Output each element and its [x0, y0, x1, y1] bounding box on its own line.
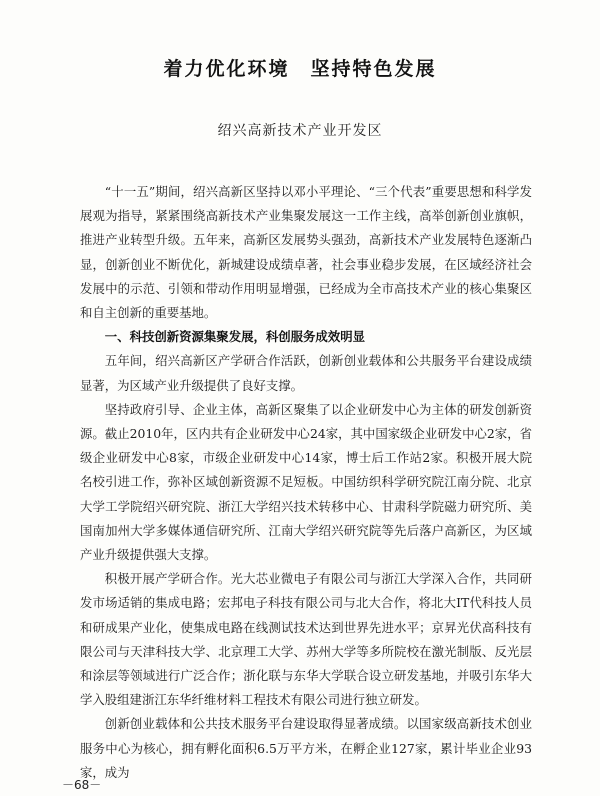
paragraph-intro: “十一五”期间，绍兴高新区坚持以邓小平理论、“三个代表”重要思想和科学发展观为指导，紧紧围绕高新技术产业集聚发展这一工作主线，高举创新创业旗帜，推进产业转型升级。五年来，高新区发展势头强劲，高新技术产业发展特色逐渐凸显，创新创业不断优化，新城建设成绩卓著，社会事业稳步发展，在区域经济社会发展中的示范、引领和带动作用明显增强，已经成为全市高技术产业的核心集聚区和自主创新的重要基地。 — [80, 184, 532, 321]
page-number: －68－ — [62, 778, 102, 792]
paragraph-incubator: 创新创业载体和公共技术服务平台建设取得显著成绩。以国家级高新技术创业服务中心为核心，拥有孵化面积6.5万平方米，在孵企业127家，累计毕业企业93家，成为 — [80, 716, 532, 780]
paragraph-rd-centers: 坚持政府引导、企业主体，高新区聚集了以企业研发中心为主体的研发创新资源。截止2010年，区内共有企业研发中心24家，其中国家级企业研发中心2家，省级企业研发中心8家，市级企业研发中心14家，博士后工作站2家。积极开展大院名校引进工作，弥补区域创新资源不足短板。中国纺织科学研究院江南分院、北京大学工学院绍兴研究院、浙江大学绍兴技术转移中心、甘肃科学院磁力研究所、美国南加州大学多媒体通信研究所、江南大学绍兴研究院等先后落户高新区，为区域产业升级提供强大支撑。 — [80, 401, 532, 563]
document-author: 绍兴高新技术产业开发区 — [217, 123, 383, 139]
document-body — [80, 180, 532, 785]
section-heading: 一、科技创新资源集聚发展，科创服务成效明显 — [104, 329, 365, 345]
document-title: 着力优化环境 坚持特色发展 — [163, 58, 437, 80]
paragraph-cooperation: 积极开展产学研合作。光大芯业微电子有限公司与浙江大学深入合作，共同研发市场适销的集成电路；宏邦电子科技有限公司与北大合作，将北大IT代科技人员和研成果产业化，使集成电路在线测试技术达到世界先进水平；京昇光伏高科技有限公司与天津科技大学、北京理工大学、苏州大学等多所院校在激光制版、反光层和涂层等领域进行广泛合作；浙化联与东华大学联合设立研发基地，并吸引东华大学入股组建浙江东华纤维材料工程技术有限公司进行独立研发。 — [80, 571, 532, 708]
paragraph-overview: 五年间，绍兴高新区产学研合作活跃，创新创业载体和公共服务平台建设成绩显著，为区域产业升级提供了良好支撑。 — [80, 353, 532, 393]
